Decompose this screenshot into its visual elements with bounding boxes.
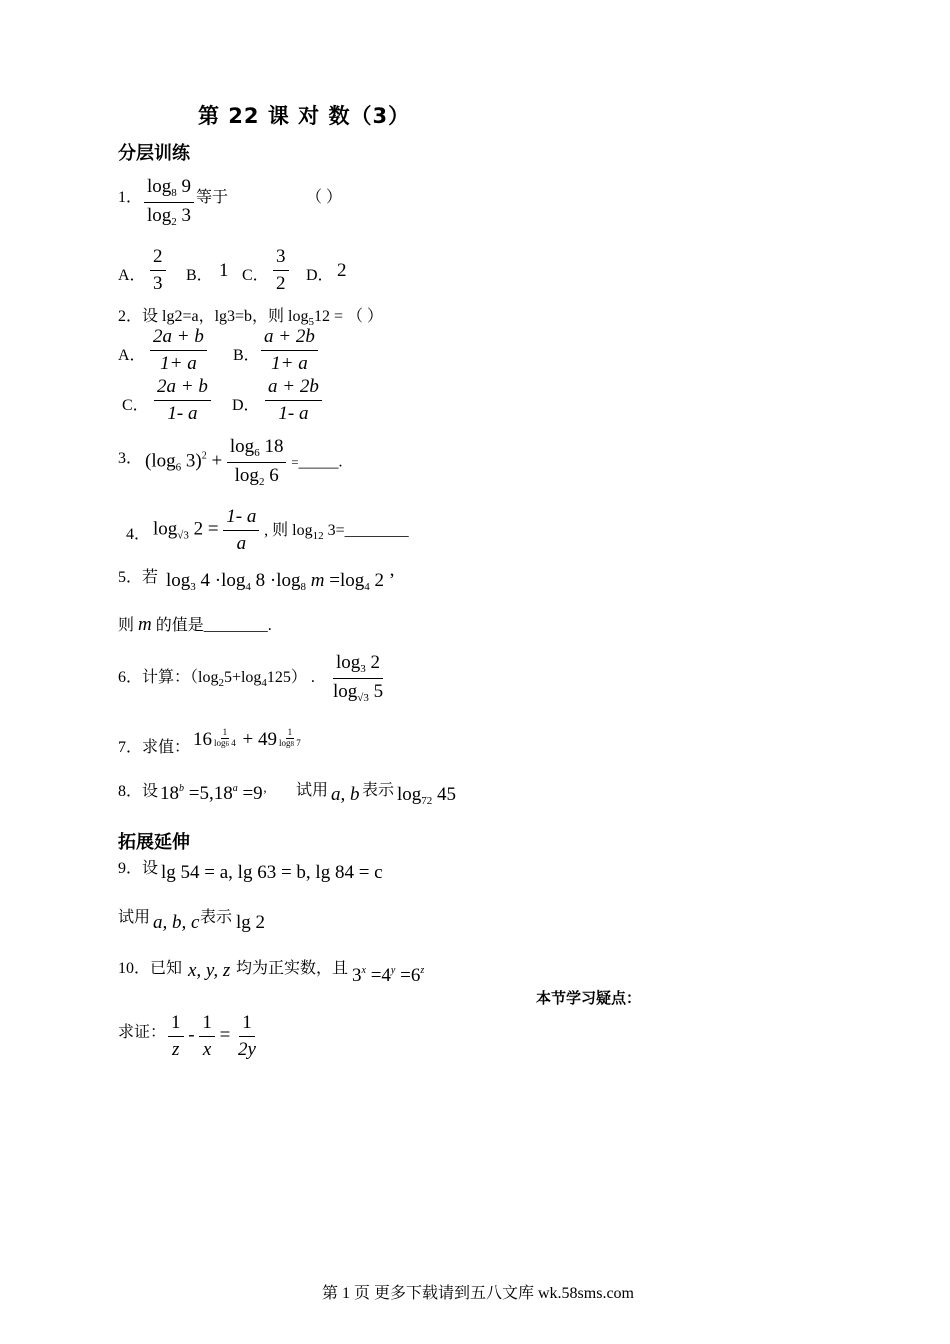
q2-option-c-label: C． <box>122 397 149 414</box>
q1-option-d-label: D． <box>306 267 334 284</box>
q1-option-b-value: 1 <box>219 260 229 281</box>
question-2-stem: 2．设 lg2=a，lg3=b，则 $\log_512$ = （ ） <box>118 308 384 328</box>
q2-option-c-value: $\frac{2a + b}{1- a}$ <box>154 376 211 425</box>
question-5-expression: $\log_3 4 \cdot\log_4$ $8 \cdot\log_8$ $m =\log_4$ 2 ’ <box>166 570 396 593</box>
q1-option-a-label: A． <box>118 267 146 284</box>
question-1-text: 等于 <box>196 189 229 206</box>
question-10-prove-label: 求证： <box>118 1024 167 1041</box>
q2-option-b-value: $\frac{a + 2b}{1+ a}$ <box>261 326 318 375</box>
question-3-expression: ($\log_6$ 3)$^2$ + $\frac{\log_6 18}{\log_2 6}$ =_____. <box>145 436 343 488</box>
q2-option-a-label: A． <box>118 347 146 364</box>
page-title: 第 22 课 对 数（3） <box>198 104 411 128</box>
question-8-target: $\log_{72} 45$ <box>397 784 457 807</box>
q2-option-a-value: $\frac{2a + b}{1+ a}$ <box>150 326 207 375</box>
question-8-equation: 18$^b$ =5,18$^a$ =9’ <box>160 783 268 804</box>
question-6-stem: 6．计算：$(\log_25+\log_4125)$ . <box>118 669 315 689</box>
question-6-fraction: $\frac{\log_3 2}{\log_{√3} 5}$ <box>333 652 384 704</box>
question-1-answer-paren: （ ） <box>306 189 343 206</box>
q1-option-d-value: 2 <box>337 260 347 281</box>
page-footer: 第 1 页 更多下载请到五八文库 wk.58sms.com <box>322 1285 635 1302</box>
q2-option-b-label: B． <box>233 347 260 364</box>
question-3-number: 3． <box>118 450 143 467</box>
question-7-stem: 7．求值： <box>118 739 191 756</box>
q1-option-c-label: C． <box>242 267 269 284</box>
section-heading-extension: 拓展延伸 <box>118 832 190 853</box>
q1-option-b-label: B． <box>186 267 213 284</box>
question-10-mid: 均为正实数，且 <box>236 960 349 977</box>
question-9-target: lg 2 <box>236 912 266 933</box>
question-8-vars: a, b <box>331 784 360 805</box>
question-4-number: 4． <box>126 526 151 543</box>
question-8-represent: 表示 <box>362 782 395 799</box>
question-10-proof-expression: $\frac{1}{z}$ - $\frac{1}{x}$ = $\frac{1}{2y}$ <box>168 1012 259 1061</box>
question-1-number: 1． <box>118 189 143 206</box>
question-9-try: 试用 <box>118 909 151 926</box>
q1-option-c-value: $\frac{3}{2}$ <box>273 246 289 295</box>
question-8-stem: 8．设 <box>118 783 159 800</box>
section-heading-training: 分层训练 <box>118 143 190 164</box>
question-10-equation: $3^x =4^y =6^z$ <box>352 965 425 986</box>
q2-option-d-label: D． <box>232 397 260 414</box>
side-note-doubts: 本节学习疑点： <box>536 989 642 1007</box>
question-9-expression: lg 54 = a, lg 63 = b, lg 84 = c <box>161 862 383 883</box>
question-5-line2: 则 m 的值是________. <box>118 614 272 635</box>
question-9-vars: a, b, c <box>153 912 200 933</box>
question-10-stem: 10．已知 <box>118 960 183 977</box>
question-4-expression: $\log_{√3} 2$ = $\frac{1- a}{a}$ , 则 $\log_{12}$ 3=________ <box>153 506 409 554</box>
question-7-expression: 16 $\frac{1}{\log 6 4}$ + 49 $\frac{1}{\log 8 7}$ <box>193 727 301 750</box>
q2-option-d-value: $\frac{a + 2b}{1- a}$ <box>265 376 322 425</box>
q1-option-a-value: $\frac{2}{3}$ <box>150 246 166 295</box>
question-9-represent: 表示 <box>200 909 233 926</box>
question-8-try: 试用 <box>296 782 329 799</box>
question-5-number: 5．若 <box>118 569 159 586</box>
question-10-vars: x, y, z <box>188 960 231 981</box>
question-9-stem: 9．设 <box>118 860 159 877</box>
question-1-fraction: $\frac{\log_8 9}{\log_2 3}$ <box>144 176 194 228</box>
